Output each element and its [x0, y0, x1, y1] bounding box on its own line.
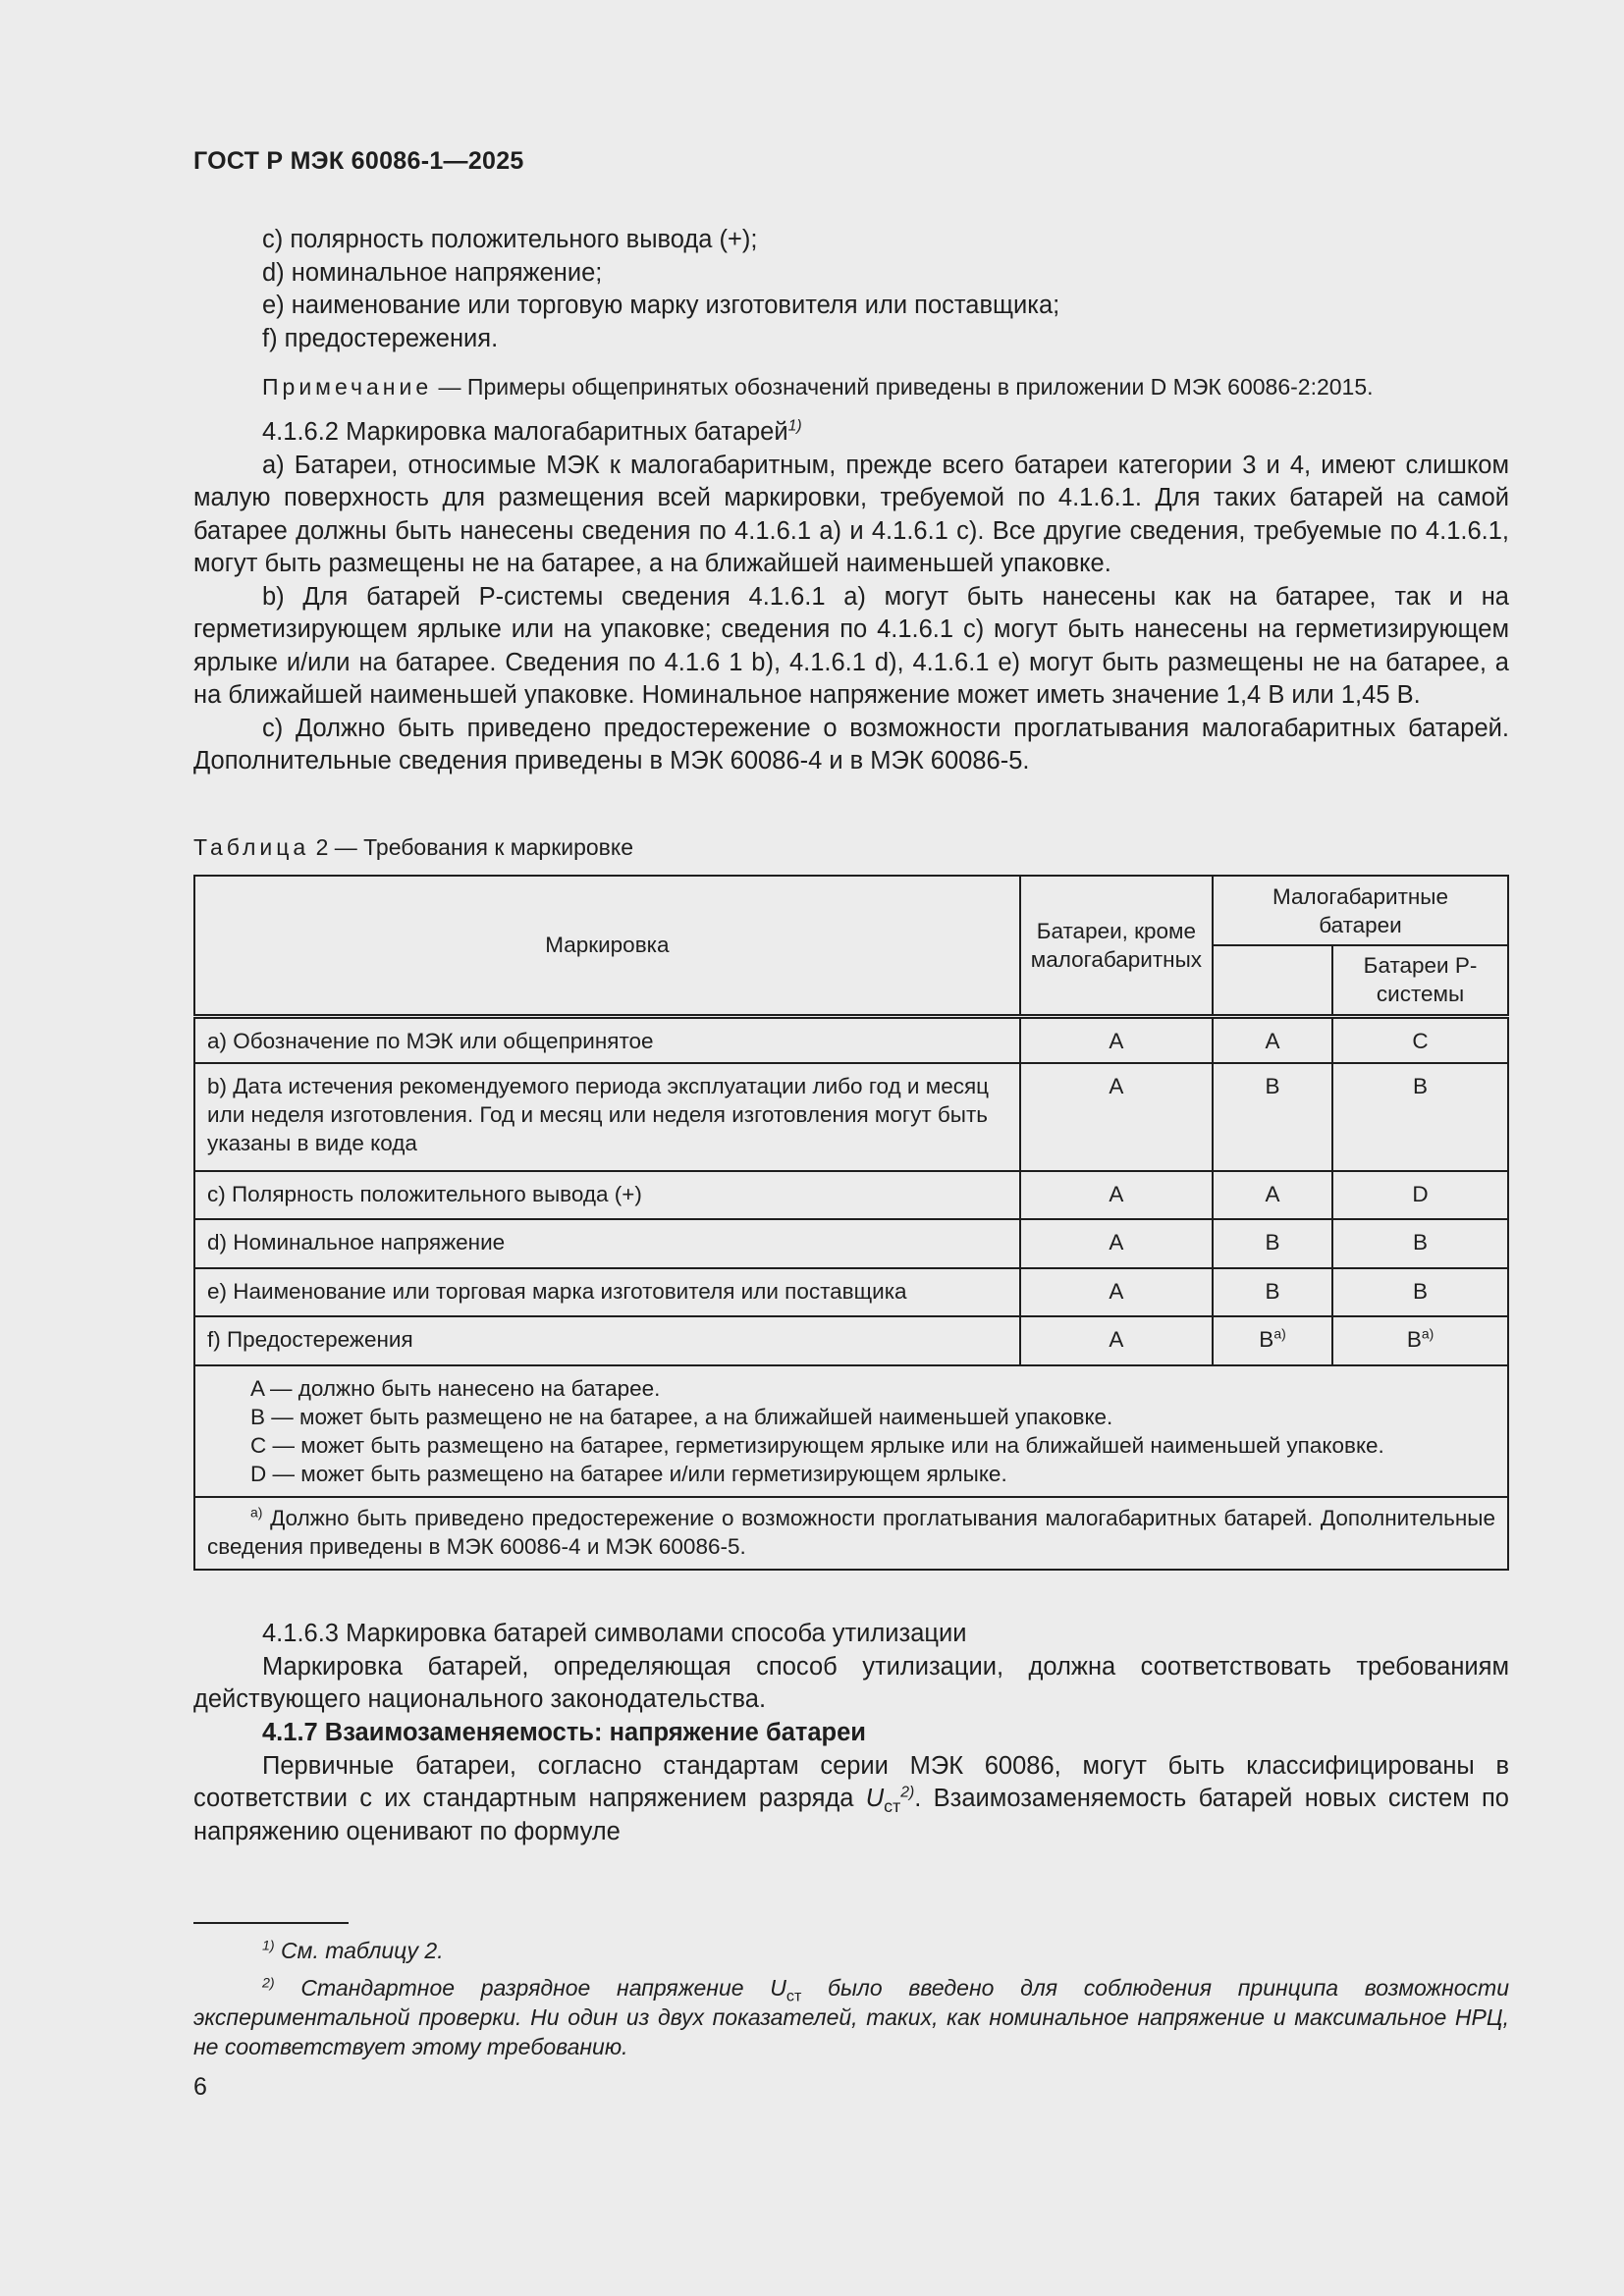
table-row: [194, 1171, 1508, 1219]
cell-value: D: [1332, 1171, 1508, 1219]
cell-value: B: [1332, 1219, 1508, 1268]
note: [262, 372, 1509, 401]
section-title: 4.1.6.3 Маркировка батарей символами способа утилизации: [262, 1620, 967, 1647]
footnote-mark: 1): [262, 1938, 275, 1954]
header-empty-cell: [1213, 945, 1332, 1016]
table-row: [194, 1219, 1508, 1268]
cell-value: A: [1020, 1171, 1213, 1219]
footnote-ref: 1): [787, 417, 802, 435]
section-4-1-7: [193, 1717, 1509, 1848]
row-label: d) Номинальное напряжение: [194, 1219, 1020, 1268]
voltage-symbol-subscript: ст: [785, 1987, 802, 2005]
page-number: 6: [193, 2073, 207, 2101]
row-label: c) Полярность положительного вывода (+): [194, 1171, 1020, 1219]
footnote-mark: a): [250, 1504, 263, 1520]
table-row: [194, 1268, 1508, 1316]
section-title: [193, 416, 1509, 450]
paragraph: [193, 1750, 1509, 1849]
cell-value: A: [1020, 1219, 1213, 1268]
note-label: Примечание: [262, 374, 433, 400]
voltage-symbol: U: [770, 1975, 786, 2001]
cell-value: C: [1332, 1016, 1508, 1063]
header-nonsmall-batteries: Батареи, кроме малогабаритных: [1020, 876, 1213, 1016]
table-header-row: [194, 876, 1508, 945]
cell-value: A: [1020, 1316, 1213, 1365]
section-4-1-6-2: [193, 416, 1509, 778]
paragraph: c) Должно быть приведено предостережение о возможности проглатывания малогабаритных батарей. Дополнительные сведения приведены в МЭК 60086-4 и в МЭК 60086-5.: [193, 714, 1509, 774]
voltage-symbol-subscript: ст: [884, 1796, 901, 1817]
header-small-batteries: Малогабаритные батареи: [1213, 876, 1508, 945]
footnote-ref: a): [1273, 1325, 1286, 1341]
table-footnote: [194, 1497, 1508, 1570]
legend-item: C — может быть размещено на батарее, герметизирующем ярлыке или на ближайшей наименьшей упаковке.: [250, 1432, 1384, 1458]
marking-requirements-table: [193, 875, 1509, 1571]
row-label: b) Дата истечения рекомендуемого периода эксплуатации либо год и месяц или неделя изготовления. Год и месяц или неделя изготовления могут быть указаны в виде кода: [194, 1063, 1020, 1171]
list-item: c) полярность положительного вывода (+);: [262, 226, 758, 253]
list-item: e) наименование или торговую марку изготовителя или поставщика;: [262, 292, 1060, 319]
footnote-text: было введено для соблюдения принципа возможности экспериментальной проверки. Ни один из двух показателей, таких, как номинальное напряжение и максимальное НРЦ, не соответствует этому требованию.: [193, 1975, 1510, 2059]
cell-value: B: [1213, 1219, 1332, 1268]
section-4-1-6-3: [193, 1618, 1509, 1717]
table-row: [194, 1016, 1508, 1063]
cell-value: A: [1020, 1016, 1213, 1063]
table-footnote-text: Должно быть приведено предостережение о возможности проглатывания малогабаритных батарей. Дополнительные сведения приведены в МЭК 60086-4 и МЭК 60086-5.: [207, 1505, 1495, 1559]
table-row: [194, 1316, 1508, 1365]
paragraph-text: . Взаимозаменяемость батарей новых систем по напряжению оценивают по формуле: [193, 1785, 1509, 1845]
footnote-text: Стандартное разрядное напряжение: [274, 1975, 771, 2001]
paragraph: Маркировка батарей, определяющая способ утилизации, должна соответствовать требованиям действующего национального законодательства.: [193, 1652, 1509, 1713]
cell-value: A: [1213, 1016, 1332, 1063]
header-marking: Маркировка: [194, 876, 1020, 1016]
table-caption-label: Таблица: [193, 834, 310, 860]
document-header: ГОСТ Р МЭК 60086-1—2025: [193, 147, 524, 175]
table-legend-row: [194, 1365, 1508, 1497]
table-row: [194, 1063, 1508, 1171]
section-title: 4.1.7 Взаимозаменяемость: напряжение батареи: [262, 1719, 866, 1746]
cell-value: A: [1213, 1171, 1332, 1219]
table-caption: [193, 832, 1509, 862]
list-item: f) предостережения.: [262, 324, 499, 352]
footnote-ref: a): [1421, 1325, 1435, 1341]
header-p-system: Батареи Р-системы: [1332, 945, 1508, 1016]
legend-item: A — должно быть нанесено на батарее.: [250, 1375, 661, 1401]
cell-value-text: B: [1406, 1326, 1422, 1352]
paragraph-text: Первичные батареи, согласно стандартам серии МЭК 60086, могут быть классифицированы в соответствии с их стандартным напряжением разряда: [193, 1751, 1509, 1812]
row-label: f) Предостережения: [194, 1316, 1020, 1365]
cell-value: B: [1213, 1268, 1332, 1316]
footnote-mark: 2): [262, 1975, 275, 1992]
marking-list: [262, 224, 1509, 355]
cell-value: B: [1332, 1063, 1508, 1171]
cell-value: [1332, 1316, 1508, 1365]
legend-item: B — может быть размещено не на батарее, а на ближайшей наименьшей упаковке.: [250, 1404, 1113, 1429]
voltage-symbol: U: [865, 1785, 885, 1812]
footnote-1: [262, 1936, 1509, 1965]
cell-value: A: [1020, 1063, 1213, 1171]
section-title-text: 4.1.6.2 Маркировка малогабаритных батарей: [262, 418, 788, 446]
cell-value: B: [1213, 1063, 1332, 1171]
footnote-text: См. таблицу 2.: [274, 1938, 444, 1963]
paragraph: a) Батареи, относимые МЭК к малогабаритным, прежде всего батареи категории 3 и 4, имеют слишком малую поверхность для размещения всей маркировки, требуемой по 4.1.6.1. Для таких батарей на самой батарее должны быть нанесены сведения по 4.1.6.1 a) и 4.1.6.1 c). Все другие сведения, требуемые по 4.1.6.1, могут быть размещены не на батарее, а на ближайшей наименьшей упаковке.: [193, 451, 1509, 577]
cell-value: [1213, 1316, 1332, 1365]
footnote-2: [193, 1973, 1509, 2061]
footnote-separator: [193, 1922, 349, 1924]
note-text: — Примеры общепринятых обозначений приведены в приложении D МЭК 60086-2:2015.: [432, 374, 1374, 400]
paragraph: b) Для батарей Р-системы сведения 4.1.6.1 a) могут быть нанесены как на батарее, так и на герметизирующем ярлыке или на упаковке; сведения по 4.1.6.1 c) могут быть нанесены на герметизирующем ярлыке и/или на батарее. Сведения по 4.1.6 1 b), 4.1.6.1 d), 4.1.6.1 e) могут быть размещены не на батарее, а на ближайшей наименьшей упаковке. Номинальное напряжение может иметь значение 1,4 В или 1,45 В.: [193, 582, 1509, 709]
table-legend: [194, 1365, 1508, 1497]
cell-value: A: [1020, 1268, 1213, 1316]
row-label: e) Наименование или торговая марка изготовителя или поставщика: [194, 1268, 1020, 1316]
footnote-ref: 2): [900, 1784, 915, 1801]
table-footnote-row: [194, 1497, 1508, 1570]
list-item: d) номинальное напряжение;: [262, 258, 603, 287]
legend-item: D — может быть размещено на батарее и/или герметизирующем ярлыке.: [250, 1461, 1007, 1486]
table-caption-text: 2 — Требования к маркировке: [309, 834, 634, 860]
cell-value: B: [1332, 1268, 1508, 1316]
cell-value-text: B: [1259, 1326, 1274, 1352]
row-label: a) Обозначение по МЭК или общепринятое: [194, 1016, 1020, 1063]
